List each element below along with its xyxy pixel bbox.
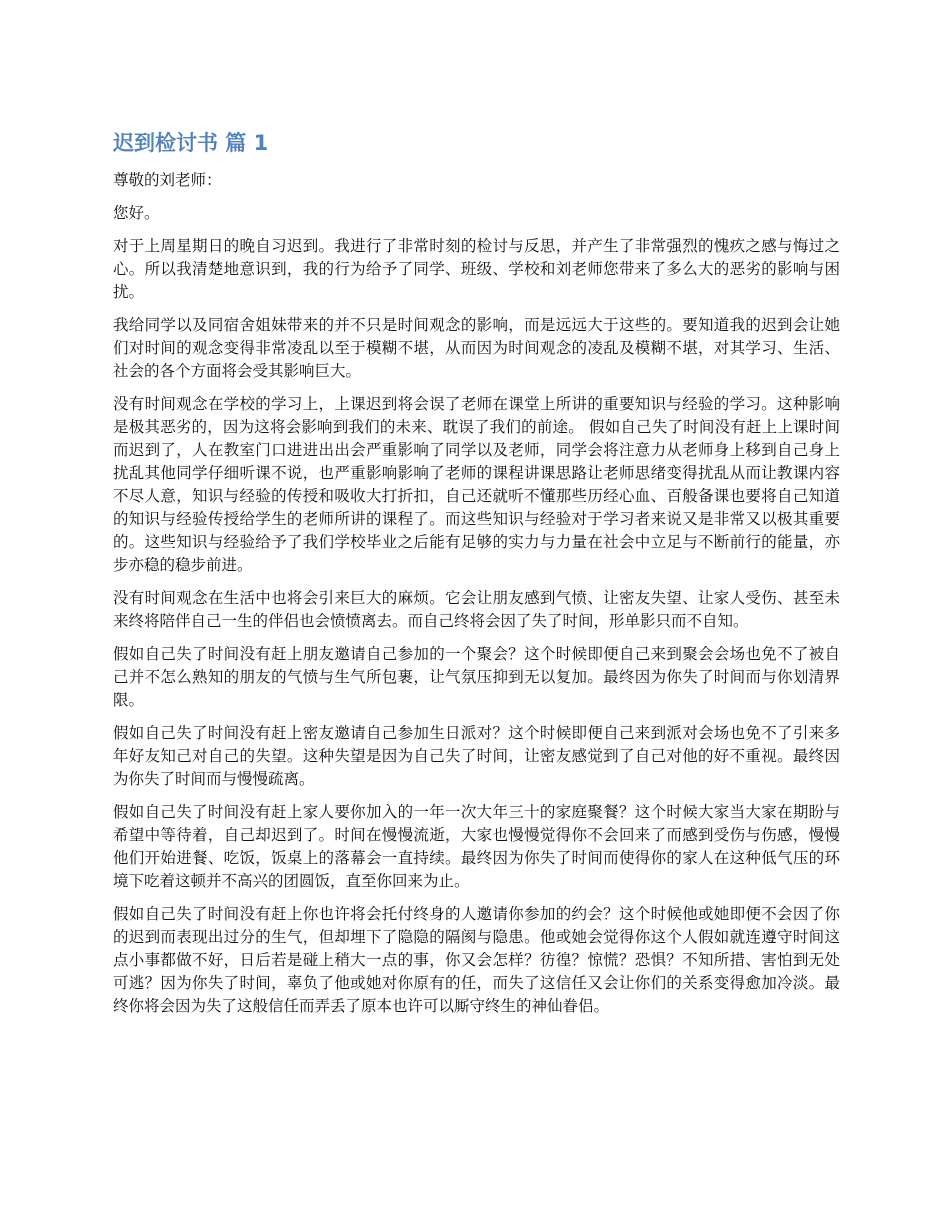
body-paragraph-5: 假如自己失了时间没有赶上朋友邀请自己参加的一个聚会？这个时候即便自己来到聚会会场也免不了被自己并不怎么熟知的朋友的气愤与生气所包裹，让气氛压抑到无以复加。最终因为你失了时间而与你划清界限。 xyxy=(113,645,840,709)
body-paragraph-3: 没有时间观念在学校的学习上，上课迟到将会误了老师在课堂上所讲的重要知识与经验的学习。这种影响是极其恶劣的，因为这将会影响到我们的未来、耽误了我们的前途。 假如自己失了时间没有赶上上课时间而迟到了，人在教室门口进进出出会严重影响了同学以及老师，同学会将注意力从老师身上移到自己身上扰乱其他同学仔细听课不说，也严重影响影响了老师的课程讲课思路让老师思绪变得扰乱从而让教课内容不尽人意，知识与经验的传授和吸收大打折扣，自己还就听不懂那些历经心血、百般备课也要将自己知道的知识与经验传授给学生的老师所讲的课程了。而这些知识与经验对于学习者来说又是非常又以极其重要的。这些知识与经验给予了我们学校毕业之后能有足够的实力与力量在社会中立足与不断前行的能量，亦步亦稳的稳步前进。 xyxy=(113,395,840,574)
body-paragraph-6: 假如自己失了时间没有赶上密友邀请自己参加生日派对？这个时候即便自己来到派对会场也免不了引来多年好友知己对自己的失望。这种失望是因为自己失了时间，让密友感觉到了自己对他的好不重视。最终因为你失了时间而与慢慢疏离。 xyxy=(113,724,840,788)
body-paragraph-1: 对于上周星期日的晚自习迟到。我进行了非常时刻的检讨与反思，并产生了非常强烈的愧疚之感与悔过之心。所以我清楚地意识到，我的行为给予了同学、班级、学校和刘老师您带来了多么大的恶劣的影响与困扰。 xyxy=(113,237,840,301)
body-paragraph-7: 假如自己失了时间没有赶上家人要你加入的一年一次大年三十的家庭聚餐？这个时候大家当大家在期盼与希望中等待着，自己却迟到了。时间在慢慢流逝，大家也慢慢觉得你不会回来了而感到受伤与伤感，慢慢他们开始进餐、吃饭，饭桌上的落幕会一直持续。最终因为你失了时间而使得你的家人在这种低气压的环境下吃着这顿并不高兴的团圆饭，直至你回来为止。 xyxy=(113,803,840,890)
body-paragraph-8: 假如自己失了时间没有赶上你也许将会托付终身的人邀请你参加的约会？这个时候他或她即便不会因了你的迟到而表现出过分的生气，但却埋下了隐隐的隔阂与隐患。他或她会觉得你这个人假如就连遵守时间这点小事都做不好，日后若是碰上稍大一点的事，你又会怎样？彷徨？惊慌？恐惧？不知所措、害怕到无处可逃？因为你失了时间，辜负了他或她对你原有的任，而失了这信任又会让你们的关系变得愈加冷淡。最终你将会因为失了这般信任而弄丢了原本也许可以厮守终生的神仙眷侣。 xyxy=(113,905,840,1015)
body-paragraph-2: 我给同学以及同宿舍姐妹带来的并不只是时间观念的影响，而是远远大于这些的。要知道我的迟到会让她们对时间的观念变得非常凌乱以至于模糊不堪，从而因为时间观念的凌乱及模糊不堪，对其学习、生活、社会的各个方面将会受其影响巨大。 xyxy=(113,316,840,380)
document-title: 迟到检讨书 篇 1 xyxy=(113,131,269,155)
greeting: 您好。 xyxy=(113,204,160,222)
document-page xyxy=(113,127,840,1028)
salutation: 尊敬的刘老师： xyxy=(113,171,222,189)
body-paragraph-4: 没有时间观念在生活中也将会引来巨大的麻烦。它会让朋友感到气愤、让密友失望、让家人受伤、甚至未来终将陪伴自己一生的伴侣也会愤愤离去。而自己终将会因了失了时间，形单影只而不自知。 xyxy=(113,589,840,630)
